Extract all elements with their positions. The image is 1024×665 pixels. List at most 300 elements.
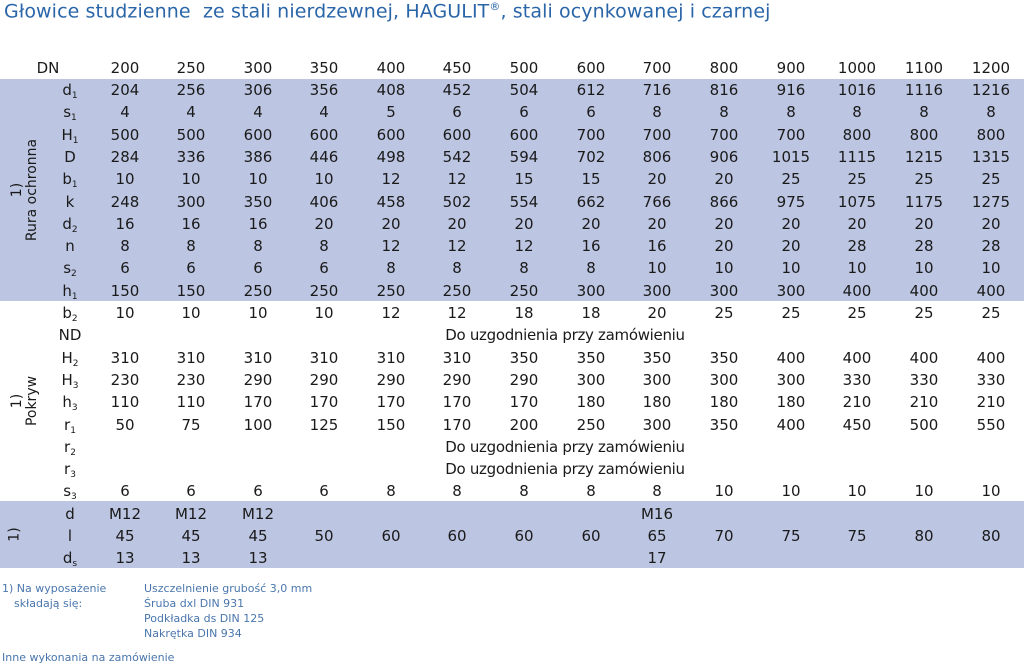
table-cell: 28	[981, 237, 1001, 256]
header-cell: 500	[509, 59, 539, 77]
footnote-item: Podkładka ds DIN 125	[144, 612, 265, 625]
table-cell: 20	[714, 170, 734, 189]
row-symbol: d	[62, 549, 73, 568]
table-cell: 350	[642, 348, 672, 367]
table-row	[0, 503, 1024, 525]
table-row	[0, 213, 1024, 235]
table-cell: 75	[781, 527, 801, 545]
table-cell: 408	[376, 81, 406, 99]
table-cell: 6	[186, 259, 196, 278]
table-cell: 12	[381, 304, 401, 322]
table-cell: 18	[581, 304, 601, 322]
table-cell: 330	[909, 370, 939, 389]
table-cell: 1215	[904, 147, 944, 166]
table-cell: 5	[386, 103, 396, 122]
row-symbol: H	[61, 370, 73, 389]
table-cell: 150	[176, 281, 206, 300]
table-row	[0, 436, 1024, 458]
table-cell: 310	[176, 348, 206, 367]
table-row	[0, 324, 1024, 346]
row-subscript: 2	[72, 358, 79, 369]
table-cell: 13	[115, 549, 135, 568]
row-symbol: n	[65, 237, 75, 256]
table-cell: 300	[642, 415, 672, 434]
table-cell: 10	[981, 482, 1001, 501]
table-cell: 800	[909, 125, 939, 144]
table-cell: 180	[642, 393, 672, 412]
page-title	[4, 0, 771, 22]
table-cell: 20	[847, 214, 867, 233]
table-cell: 75	[181, 415, 201, 434]
table-cell: 400	[976, 348, 1006, 367]
table-cell: 110	[110, 393, 140, 412]
row-subscript: 1	[71, 180, 78, 191]
table-cell: 20	[381, 214, 401, 233]
table-row	[0, 525, 1024, 547]
table-cell: 1015	[771, 147, 811, 166]
table-cell: 10	[248, 304, 268, 322]
table-row	[0, 369, 1024, 391]
table-cell: 400	[909, 281, 939, 300]
table-cell: 45	[181, 527, 201, 545]
table-cell: 6	[319, 482, 329, 501]
table-cell: 20	[981, 214, 1001, 233]
header-cell: 200	[110, 59, 140, 77]
table-cell: 500	[176, 125, 206, 144]
table-cell: 700	[576, 125, 606, 144]
table-cell: 12	[447, 170, 467, 189]
table-cell: 20	[647, 214, 667, 233]
footnote-item: Nakrętka DIN 934	[144, 627, 242, 640]
table-cell: 10	[115, 304, 135, 322]
table-cell: 10	[847, 259, 867, 278]
row-symbol: ND	[58, 326, 82, 345]
table-row	[0, 124, 1024, 146]
table-cell: 60	[581, 527, 601, 545]
table-cell: 20	[781, 214, 801, 233]
row-symbol: s	[63, 103, 72, 122]
table-cell: 16	[181, 214, 201, 233]
table-cell: 250	[576, 415, 606, 434]
row-subscript: 3	[71, 492, 77, 503]
table-cell: 400	[909, 348, 939, 367]
table-cell: 20	[781, 237, 801, 256]
row-symbol: s	[63, 259, 72, 278]
table-cell: 600	[509, 125, 539, 144]
table-cell: 10	[714, 259, 734, 278]
header-cell: 800	[709, 59, 739, 77]
table-cell: 80	[914, 527, 934, 545]
table-cell: 250	[442, 281, 472, 300]
table-cell: 250	[243, 281, 273, 300]
table-cell: 766	[642, 192, 672, 211]
table-cell: 150	[110, 281, 140, 300]
table-cell: 204	[110, 81, 140, 99]
table-cell: 210	[976, 393, 1006, 412]
table-cell: 20	[447, 214, 467, 233]
header-cell: 600	[576, 59, 606, 77]
row-label	[50, 146, 90, 168]
table-cell: 28	[914, 237, 934, 256]
table-cell: 170	[309, 393, 339, 412]
table-cell: 6	[452, 103, 462, 122]
table-cell: 350	[709, 415, 739, 434]
header-label: DN	[36, 59, 60, 77]
table-cell: 356	[309, 81, 339, 99]
table-cell: 20	[714, 214, 734, 233]
table-cell: 330	[976, 370, 1006, 389]
row-subscript: 2	[71, 269, 77, 280]
row-subscript: 1	[70, 425, 76, 436]
table-cell: 350	[576, 348, 606, 367]
table-cell: 400	[976, 281, 1006, 300]
row-symbol: D	[64, 147, 76, 166]
table-cell: 170	[442, 393, 472, 412]
table-cell: 300	[576, 370, 606, 389]
footnote-marker-2: składają się:	[14, 597, 83, 610]
table-cell: 25	[781, 304, 801, 322]
table-cell: 400	[842, 348, 872, 367]
table-row	[0, 168, 1024, 190]
table-cell: 170	[509, 393, 539, 412]
table-cell: 458	[376, 192, 406, 211]
table-cell: 60	[447, 527, 467, 545]
table-cell: 1116	[904, 81, 944, 99]
span-cell: Do uzgodnienia przy zamówieniu	[445, 437, 685, 456]
table-cell: 20	[714, 237, 734, 256]
table-cell: 300	[642, 370, 672, 389]
table-cell: 6	[586, 103, 596, 122]
registered-mark: ®	[489, 0, 501, 13]
table-cell: 600	[442, 125, 472, 144]
table-cell: 700	[642, 125, 672, 144]
row-symbol: h	[62, 281, 72, 300]
table-cell: 8	[319, 237, 329, 256]
group-label-rura: 1) Rura ochronna	[9, 138, 41, 242]
row-symbol: d	[62, 81, 72, 99]
table-cell: 500	[909, 415, 939, 434]
row-subscript: 2	[71, 224, 78, 235]
table-row	[0, 458, 1024, 480]
table-cell: 916	[776, 81, 806, 99]
header-cell: 350	[309, 59, 339, 77]
table-cell: 6	[120, 259, 130, 278]
table-cell: 386	[243, 147, 273, 166]
header-cell: 400	[376, 59, 406, 77]
table-cell: 702	[576, 147, 606, 166]
table-cell: 20	[514, 214, 534, 233]
table-cell: 20	[314, 214, 334, 233]
table-cell: 300	[709, 281, 739, 300]
table-cell: 310	[442, 348, 472, 367]
table-cell: 498	[376, 147, 406, 166]
table-cell: 4	[253, 103, 263, 122]
table-cell: 800	[976, 125, 1006, 144]
table-cell: 1016	[837, 81, 877, 99]
table-cell: 8	[386, 259, 396, 278]
table-cell: 25	[914, 170, 934, 189]
group-label-fittings: 1)	[6, 527, 23, 542]
table-cell: 8	[519, 482, 529, 501]
footnote-item: Śruba dxl DIN 931	[144, 597, 245, 610]
table-cell: 300	[576, 281, 606, 300]
table-cell: 8	[919, 103, 929, 122]
table-cell: 310	[309, 348, 339, 367]
table-row	[0, 191, 1024, 213]
table-cell: 45	[115, 527, 135, 545]
table-cell: 110	[176, 393, 206, 412]
table-cell: 15	[514, 170, 534, 189]
header-cell: 450	[442, 59, 472, 77]
table-cell: 8	[852, 103, 862, 122]
table-cell: 502	[442, 192, 472, 211]
table-cell: 310	[243, 348, 273, 367]
table-cell: 170	[442, 415, 472, 434]
row-subscript: s	[72, 559, 78, 570]
table-cell: 1175	[904, 192, 944, 211]
table-cell: 8	[253, 237, 263, 256]
table-cell: 20	[914, 214, 934, 233]
row-symbol: s	[63, 482, 72, 501]
footnote-marker: 1) Na wyposażenie	[2, 582, 107, 595]
table-cell: 306	[243, 81, 273, 99]
table-cell: 400	[842, 281, 872, 300]
table-cell: 210	[842, 393, 872, 412]
table-cell: 10	[914, 259, 934, 278]
row-label	[50, 235, 90, 257]
table-cell: 18	[514, 304, 534, 322]
row-subscript: 3	[70, 470, 76, 481]
table-cell: 542	[442, 147, 472, 166]
table-cell: 504	[509, 81, 539, 99]
row-label	[50, 324, 90, 346]
header-cell: 1200	[971, 59, 1011, 77]
table-cell: 6	[319, 259, 329, 278]
table-cell: 8	[652, 482, 662, 501]
row-label	[50, 191, 90, 213]
row-subscript: 3	[72, 380, 79, 391]
table-cell: 12	[447, 237, 467, 256]
table-cell: 210	[909, 393, 939, 412]
row-symbol: d	[62, 214, 72, 233]
row-subscript: 2	[71, 314, 78, 324]
row-subscript: 3	[71, 403, 78, 414]
header-cell: 300	[243, 59, 273, 77]
table-cell: 1115	[837, 147, 877, 166]
table-cell: 8	[652, 103, 662, 122]
table-cell: 25	[981, 170, 1001, 189]
header-cell: 250	[176, 59, 206, 77]
table-cell: 6	[253, 259, 263, 278]
table-cell: 554	[509, 192, 539, 211]
table-cell: M16	[640, 504, 674, 523]
table-cell: 250	[509, 281, 539, 300]
table-cell: 10	[781, 482, 801, 501]
table-row	[0, 302, 1024, 324]
table-cell: 662	[576, 192, 606, 211]
table-cell: 16	[115, 214, 135, 233]
table-row	[0, 280, 1024, 302]
group-label-pokryw: 1) Pokryw	[9, 375, 41, 427]
table-cell: 8	[120, 237, 130, 256]
table-cell: 290	[243, 370, 273, 389]
table-cell: 310	[376, 348, 406, 367]
table-cell: 12	[381, 170, 401, 189]
row-symbol: r	[64, 460, 71, 479]
table-cell: 12	[447, 304, 467, 322]
table-cell: 50	[314, 527, 334, 545]
table-cell: 612	[576, 81, 606, 99]
table-cell: 20	[581, 214, 601, 233]
table-cell: 300	[776, 370, 806, 389]
table-cell: 406	[309, 192, 339, 211]
table-cell: M12	[241, 504, 275, 523]
row-symbol: b	[62, 170, 72, 189]
table-cell: 8	[186, 237, 196, 256]
table-cell: M12	[108, 504, 142, 523]
table-cell: 446	[309, 147, 339, 166]
table-cell: 15	[581, 170, 601, 189]
table-cell: 1216	[971, 81, 1011, 99]
table-cell: 60	[381, 527, 401, 545]
table-cell: 290	[509, 370, 539, 389]
bottom-note: Inne wykonania na zamówienie	[2, 651, 175, 664]
row-symbol: r	[64, 437, 71, 456]
table-cell: 75	[847, 527, 867, 545]
header-cell: 700	[642, 59, 672, 77]
table-cell: 450	[842, 415, 872, 434]
table-cell: 180	[776, 393, 806, 412]
row-subscript: 1	[71, 113, 77, 124]
table-cell: 125	[309, 415, 339, 434]
table-cell: 400	[776, 415, 806, 434]
table-cell: 816	[709, 81, 739, 99]
table-cell: 10	[781, 259, 801, 278]
table-cell: 8	[586, 259, 596, 278]
row-subscript: 2	[70, 447, 76, 458]
table-cell: 350	[509, 348, 539, 367]
table-cell: 170	[376, 393, 406, 412]
table-cell: 8	[786, 103, 796, 122]
table-cell: 100	[243, 415, 273, 434]
table-cell: 10	[914, 482, 934, 501]
table-cell: 8	[386, 482, 396, 501]
table-cell: 20	[647, 304, 667, 322]
table-cell: 1315	[971, 147, 1011, 166]
table-cell: 230	[176, 370, 206, 389]
table-cell: 350	[709, 348, 739, 367]
table-cell: 600	[309, 125, 339, 144]
table-cell: 60	[514, 527, 534, 545]
table-cell: 10	[248, 170, 268, 189]
table-cell: 10	[314, 304, 334, 322]
table-cell: 6	[253, 482, 263, 501]
table-cell: 12	[514, 237, 534, 256]
span-cell: Do uzgodnienia przy zamówieniu	[445, 460, 685, 479]
table-cell: 8	[519, 259, 529, 278]
table-cell: 300	[642, 281, 672, 300]
table-cell: 716	[642, 81, 672, 99]
table-cell: 16	[581, 237, 601, 256]
row-label	[50, 547, 90, 575]
table-cell: 300	[709, 370, 739, 389]
table-cell: 13	[181, 549, 201, 568]
table-cell: 866	[709, 192, 739, 211]
table-cell: 600	[376, 125, 406, 144]
table-cell: 300	[776, 281, 806, 300]
row-subscript: 1	[72, 135, 79, 146]
table-cell: 300	[176, 192, 206, 211]
table-cell: 1275	[971, 192, 1011, 211]
row-subscript: 1	[71, 291, 78, 302]
table-cell: 452	[442, 81, 472, 99]
table-row	[0, 547, 1024, 569]
table-cell: 180	[576, 393, 606, 412]
table-cell: 10	[314, 170, 334, 189]
row-symbol: h	[62, 393, 72, 412]
table-cell: 8	[452, 259, 462, 278]
row-symbol: H	[61, 348, 73, 367]
table-cell: 170	[243, 393, 273, 412]
table-row	[0, 391, 1024, 413]
table-cell: 310	[110, 348, 140, 367]
table-cell: 1075	[837, 192, 877, 211]
table-cell: 6	[120, 482, 130, 501]
table-cell: 16	[647, 237, 667, 256]
row-symbol: H	[61, 125, 73, 144]
table-cell: 10	[847, 482, 867, 501]
table-cell: 500	[110, 125, 140, 144]
table-cell: 290	[309, 370, 339, 389]
table-cell: 25	[914, 304, 934, 322]
table-cell: 700	[709, 125, 739, 144]
table-cell: 12	[381, 237, 401, 256]
table-cell: 550	[976, 415, 1006, 434]
table-row	[0, 257, 1024, 279]
table-cell: 25	[781, 170, 801, 189]
table-cell: 10	[647, 259, 667, 278]
table-cell: 400	[776, 348, 806, 367]
table-cell: 10	[181, 170, 201, 189]
table-cell: 65	[647, 527, 667, 545]
table-cell: 20	[647, 170, 667, 189]
table-cell: 28	[847, 237, 867, 256]
table-cell: 10	[981, 259, 1001, 278]
row-symbol: d	[65, 504, 75, 523]
table-cell: 25	[847, 170, 867, 189]
header-cell: 1000	[837, 59, 877, 77]
table-row	[0, 146, 1024, 168]
table-cell: 10	[714, 482, 734, 501]
header-cell: 1100	[904, 59, 944, 77]
span-cell: Do uzgodnienia przy zamówieniu	[445, 326, 685, 345]
table-cell: 16	[248, 214, 268, 233]
row-symbol: b	[62, 304, 72, 322]
table-cell: 17	[647, 549, 667, 568]
table-cell: 4	[186, 103, 196, 122]
table-row	[0, 347, 1024, 369]
table-row	[0, 235, 1024, 257]
table-cell: 330	[842, 370, 872, 389]
row-symbol: k	[65, 192, 75, 211]
table-cell: 8	[719, 103, 729, 122]
footnote-item: Uszczelnienie grubość 3,0 mm	[144, 582, 313, 595]
table-cell: 8	[986, 103, 996, 122]
table-cell: 6	[186, 482, 196, 501]
table-cell: 180	[709, 393, 739, 412]
table-cell: 150	[376, 415, 406, 434]
table-cell: 4	[319, 103, 329, 122]
